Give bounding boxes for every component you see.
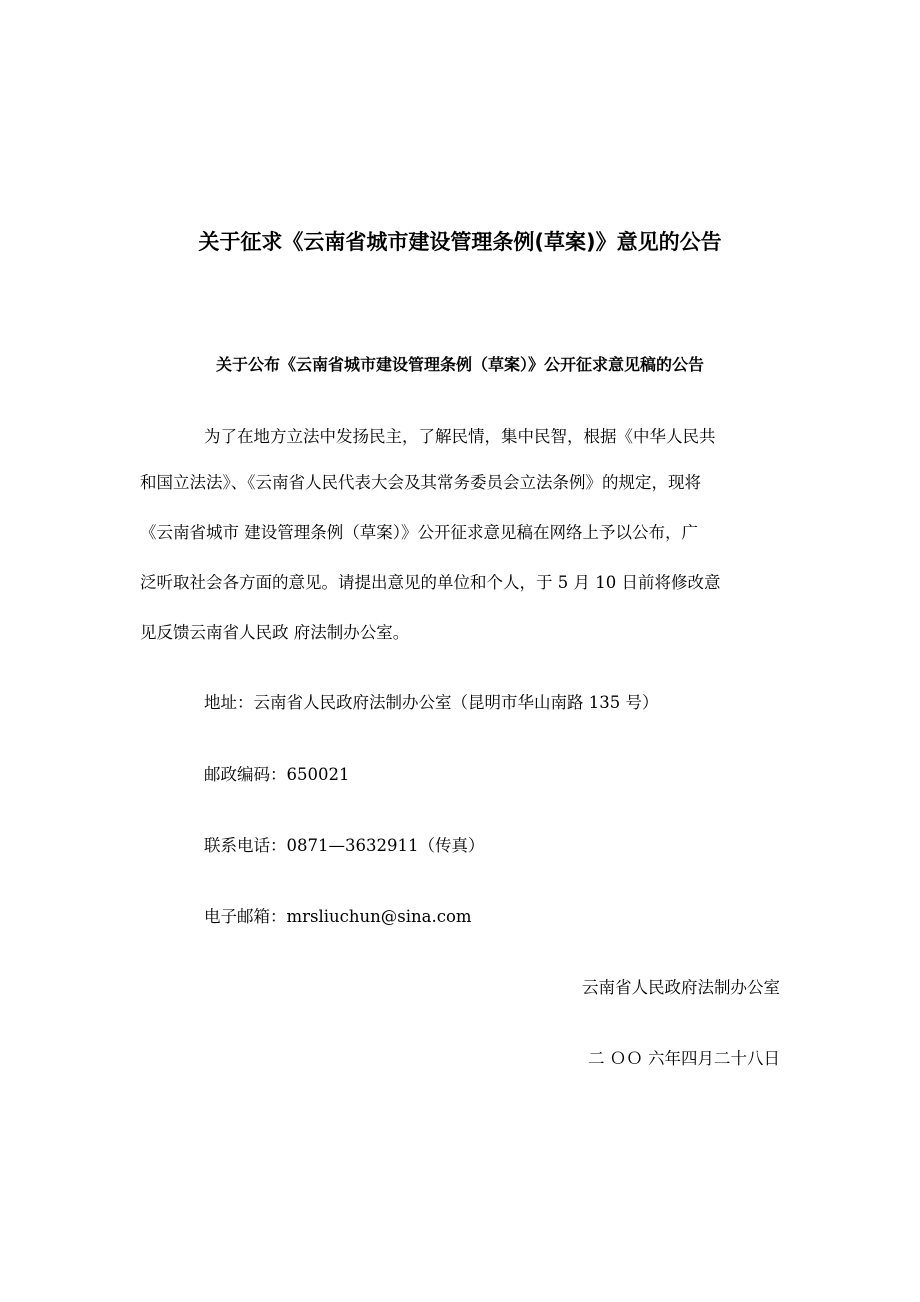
body-line-3: 《云南省城市 建设管理条例（草案）》公开征求意见稿在网络上予以公布，广 (140, 523, 698, 542)
body-line-5: 见反馈云南省人民政 府法制办公室。 (140, 623, 410, 642)
issue-date: 二 ＯＯ 六年四月二十八日 (588, 1049, 780, 1068)
contact-phone: 联系电话：0871—3632911（传真） (204, 836, 485, 855)
issuer-signature: 云南省人民政府法制办公室 (582, 978, 780, 997)
contact-postal-code: 邮政编码：650021 (204, 765, 350, 784)
contact-email: 电子邮箱：mrsliuchun@sina.com (204, 907, 472, 926)
body-line-4: 泛听取社会各方面的意见。请提出意见的单位和个人，于 5 月 10 日前将修改意 (140, 573, 721, 592)
sub-title: 关于公布《云南省城市建设管理条例（草案）》公开征求意见稿的公告 (215, 355, 704, 374)
body-line-2: 和国立法法》、《云南省人民代表大会及其常务委员会立法条例》的规定，现将 (140, 473, 701, 492)
main-title: 关于征求《云南省城市建设管理条例(草案)》意见的公告 (198, 230, 722, 254)
contact-address: 地址：云南省人民政府法制办公室（昆明市华山南路 135 号） (204, 693, 659, 712)
body-line-1: 为了在地方立法中发扬民主，了解民情，集中民智，根据《中华人民共 (204, 427, 716, 446)
